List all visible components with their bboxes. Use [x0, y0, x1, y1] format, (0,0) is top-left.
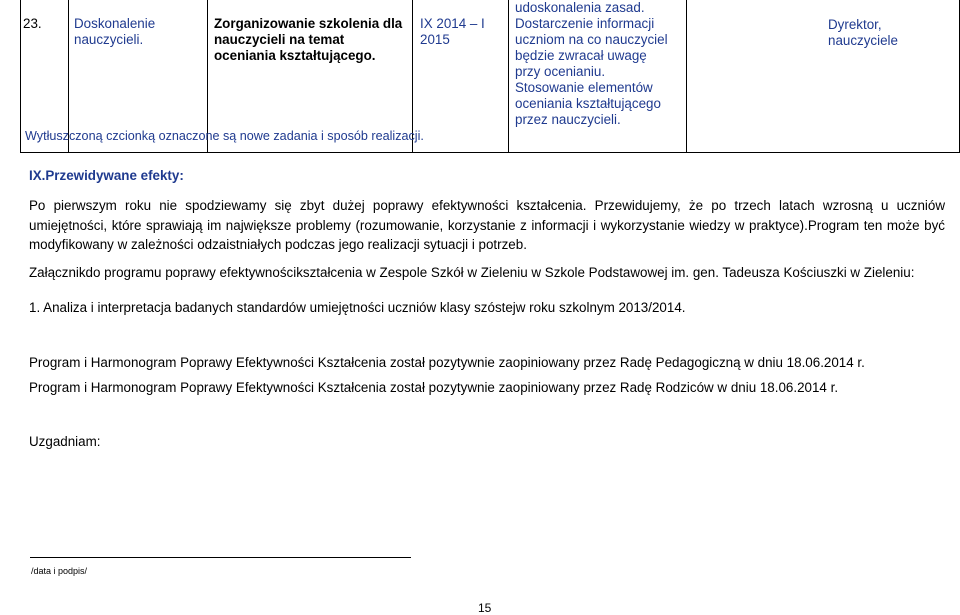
attachment-item: 1. Analiza i interpretacja badanych standardów umiejętności uczniów klasy szóstejw roku szkolnym 2013/2014.	[29, 300, 686, 315]
page-number: 15	[478, 601, 492, 615]
signature-line	[30, 557, 411, 558]
effects-line: oceniania kształtującego	[515, 96, 661, 111]
task-cell: Doskonalenie nauczycieli.	[74, 16, 156, 47]
table-border	[20, 0, 21, 152]
table-footnote: Wytłuszczoną czcionką oznaczone są nowe zadania i sposób realizacji.	[25, 129, 424, 143]
table-bottom-border	[20, 152, 960, 153]
table-border	[508, 0, 509, 152]
attachment-intro: Załącznikdo programu poprawy efektywnościkształcenia w Zespole Szkół w Zieleniu w Szkole Podstawowej im. gen. Tadeusza Kościuszki w Zieleniu:	[29, 265, 915, 280]
effects-line: będzie zwracał uwagę	[515, 48, 647, 63]
term-cell: IX 2014 – I 2015	[420, 16, 485, 47]
approval-pedagogical: Program i Harmonogram Poprawy Efektywności Kształcenia został pozytywnie zaopiniowany przez Radę Pedagogiczną w dniu 18.06.2014 r.	[29, 355, 865, 370]
responsible-cell: Dyrektor, nauczyciele	[828, 17, 898, 48]
effects-line: przez nauczycieli.	[515, 112, 621, 127]
effects-line: Dostarczenie informacji	[515, 16, 655, 31]
effects-line: przy ocenianiu.	[515, 64, 606, 79]
section-heading: IX.Przewidywane efekty:	[29, 168, 184, 183]
row-number: 23.	[23, 16, 42, 31]
effects-line: Stosowanie elementów	[515, 80, 653, 95]
table-border	[686, 0, 687, 152]
agreed-label: Uzgadniam:	[29, 434, 101, 449]
effects-line: udoskonalenia zasad.	[515, 0, 645, 15]
signature-caption: /data i podpis/	[31, 566, 88, 576]
action-cell: Zorganizowanie szkolenia dla nauczycieli na temat oceniania kształtującego.	[214, 16, 403, 63]
effects-cell	[515, 0, 685, 128]
effects-paragraph: Po pierwszym roku nie spodziewamy się zbyt dużej poprawy efektywności kształcenia. Przewidujemy, że po trzech latach wzrosną u uczniów umiejętności, które sprawiają im największe problemy (rozumowanie, korzystanie z informacji i wykorzystanie wiedzy w praktyce).Program ten może być modyfikowany w zależności odzaistniałych podczas jego realizacji sytuacji i potrzeb.	[29, 198, 945, 252]
approval-parents: Program i Harmonogram Poprawy Efektywności Kształcenia został pozytywnie zaopiniowany przez Radę Rodziców w dniu 18.06.2014 r.	[29, 380, 839, 395]
effects-line: uczniom na co nauczyciel	[515, 32, 668, 47]
